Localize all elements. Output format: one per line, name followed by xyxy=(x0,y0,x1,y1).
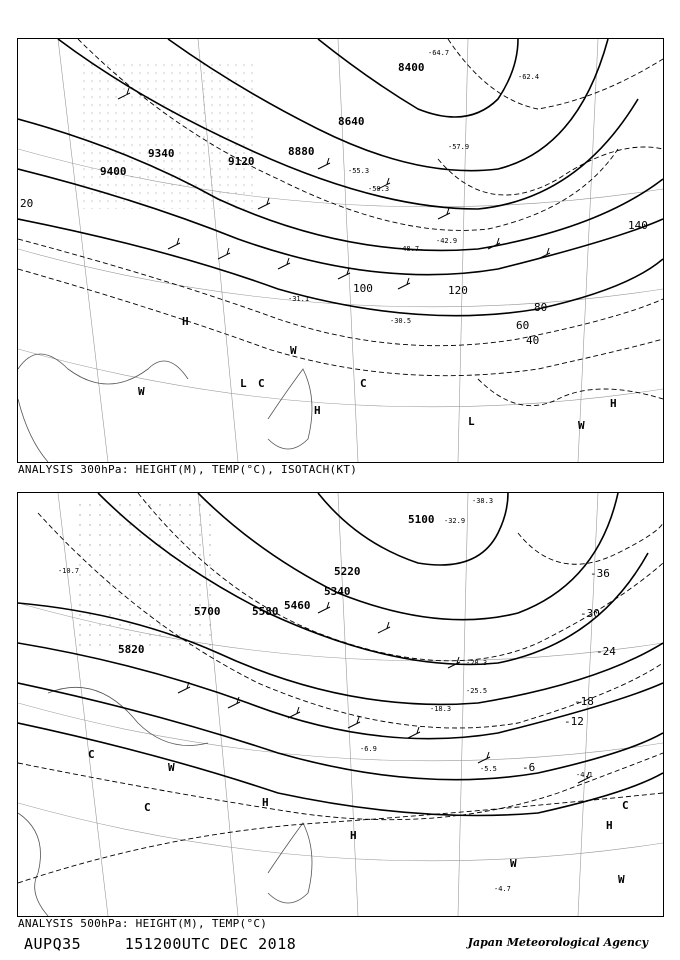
caption-300hpa: ANALYSIS 300hPa: HEIGHT(M), TEMP(°C), ISOTACH(KT) xyxy=(18,463,358,476)
stipple-area xyxy=(78,503,218,653)
center-letter: L xyxy=(240,377,247,390)
temp-label: -57.9 xyxy=(448,143,470,151)
temp-label: -48.7 xyxy=(398,245,420,253)
temp-label: -38.3 xyxy=(472,497,494,505)
temp-contour-label: -36 xyxy=(590,567,610,580)
height-label: 9400 xyxy=(100,165,127,178)
center-letter: W xyxy=(510,857,517,870)
temp-label: -28.3 xyxy=(466,659,488,667)
temp-label: -62.4 xyxy=(518,73,540,81)
isotach-label: 60 xyxy=(516,319,530,332)
temp-contour-label: -18 xyxy=(574,695,594,708)
coastline xyxy=(18,354,312,462)
isotach-label: 80 xyxy=(534,301,548,314)
temp-label: -32.9 xyxy=(444,517,466,525)
center-letter: H xyxy=(606,819,613,832)
temp-label: -50.3 xyxy=(368,185,390,193)
footer-code xyxy=(24,935,330,953)
agency-name: Japan Meteorological Agency xyxy=(467,936,648,949)
height-label: 5700 xyxy=(194,605,221,618)
center-letter: C xyxy=(258,377,265,390)
isotach-label: 40 xyxy=(526,334,540,347)
temp-label: -55.3 xyxy=(348,167,370,175)
map-500hpa xyxy=(17,492,664,917)
pressure-centers xyxy=(138,315,617,432)
isotach-label: 100 xyxy=(353,282,373,295)
temp-label: -4.1 xyxy=(576,771,593,779)
map-500hpa-canvas xyxy=(18,493,663,916)
height-label: 5100 xyxy=(408,513,435,526)
height-label: 8400 xyxy=(398,61,425,74)
valid-time: 151200UTC DEC 2018 xyxy=(124,935,297,953)
temp-contour-label: -30 xyxy=(580,607,600,620)
temp-contour-labels xyxy=(522,567,616,774)
temp-contour-label: -6 xyxy=(522,761,536,774)
center-letter: C xyxy=(88,748,95,761)
height-label: 5340 xyxy=(324,585,351,598)
caption-500hpa: ANALYSIS 500hPa: HEIGHT(M), TEMP(°C) xyxy=(18,917,268,930)
height-label: 8880 xyxy=(288,145,315,158)
height-label: 5460 xyxy=(284,599,311,612)
isotach-label: 20 xyxy=(20,197,34,210)
temp-label: -4.7 xyxy=(494,885,511,893)
center-letter: W xyxy=(168,761,175,774)
temp-label: -18.3 xyxy=(430,705,452,713)
height-label: 5220 xyxy=(334,565,361,578)
isotach-labels xyxy=(20,197,648,347)
center-letter: W xyxy=(578,419,585,432)
map-300hpa xyxy=(17,38,664,463)
height-label: 9340 xyxy=(148,147,175,160)
map-300hpa-canvas xyxy=(18,39,663,462)
center-letter: C xyxy=(622,799,629,812)
temp-label: -25.5 xyxy=(466,687,488,695)
center-letter: C xyxy=(360,377,367,390)
product-code: AUPQ35 xyxy=(24,935,82,953)
center-letter: L xyxy=(468,415,475,428)
height-label: 8640 xyxy=(338,115,365,128)
center-letter: C xyxy=(144,801,151,814)
center-letter: H xyxy=(262,796,269,809)
height-label: 5580 xyxy=(252,605,279,618)
pressure-centers xyxy=(88,748,629,886)
center-letter: H xyxy=(610,397,617,410)
temp-label: -42.9 xyxy=(436,237,458,245)
temp-labels xyxy=(288,49,539,325)
temp-label: -10.7 xyxy=(58,567,80,575)
temp-label: -31.1 xyxy=(288,295,310,303)
center-letter: H xyxy=(314,404,321,417)
center-letter: H xyxy=(350,829,357,842)
height-label: 5820 xyxy=(118,643,145,656)
temp-contour-label: -24 xyxy=(596,645,616,658)
center-letter: W xyxy=(138,385,145,398)
temp-label: -30.5 xyxy=(390,317,412,325)
center-letter: W xyxy=(618,873,625,886)
isotach-label: 120 xyxy=(448,284,468,297)
isotach-label: 140 xyxy=(628,219,648,232)
height-label: 9120 xyxy=(228,155,255,168)
center-letter: W xyxy=(290,344,297,357)
center-letter: H xyxy=(182,315,189,328)
temp-contour-label: -12 xyxy=(564,715,584,728)
temp-label: -5.5 xyxy=(480,765,497,773)
temp-label: -6.9 xyxy=(360,745,377,753)
temp-label: -64.7 xyxy=(428,49,450,57)
